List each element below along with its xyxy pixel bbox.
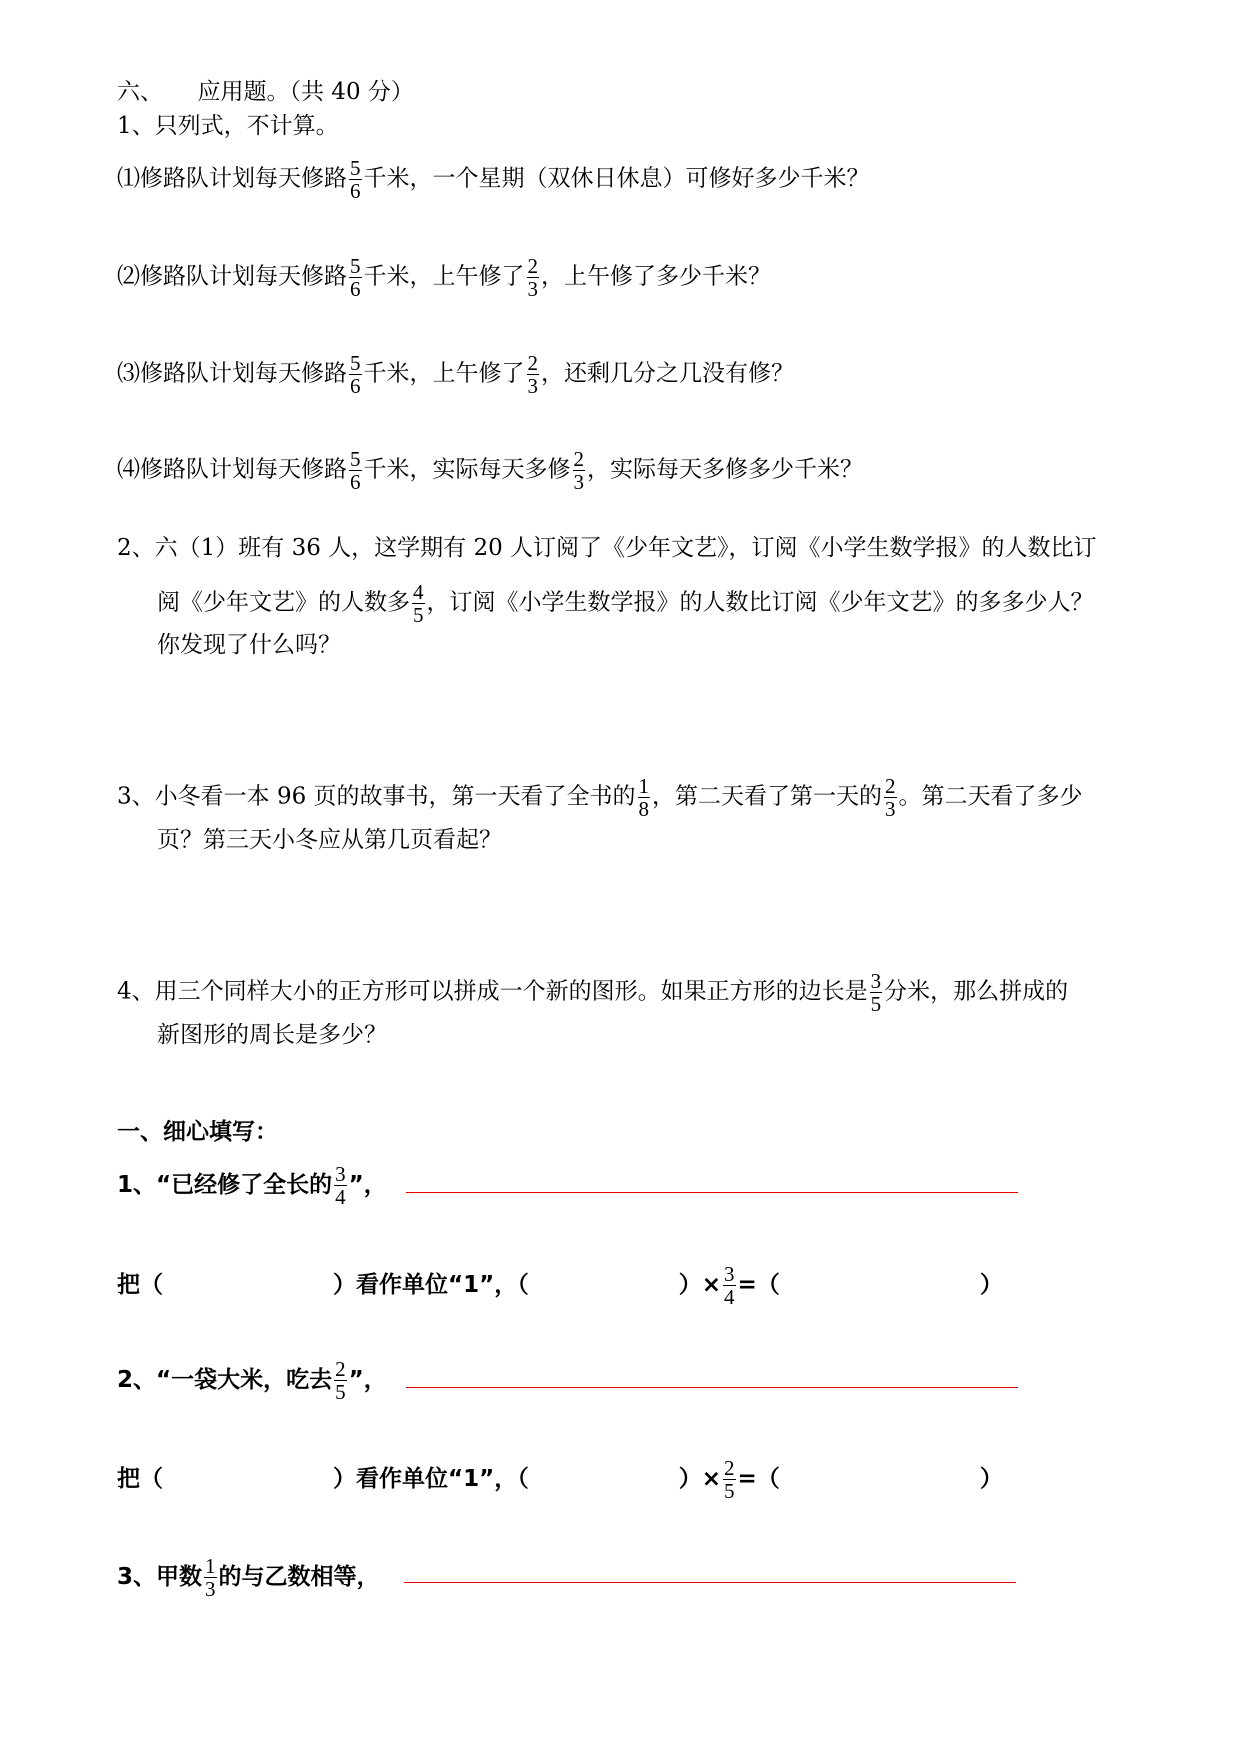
numerator: 2 [885, 774, 896, 798]
q1-item-1 [117, 157, 870, 202]
fraction [573, 448, 586, 493]
numerator: 2 [573, 447, 584, 471]
text: ） [979, 1272, 1003, 1298]
fraction [349, 157, 362, 202]
fraction [527, 255, 540, 300]
q3-line-2: 页？第三天小冬应从第几页看起？ [157, 827, 502, 853]
text: ，第二天看了第一天的 [652, 783, 883, 810]
fraction [349, 255, 362, 300]
q3-line-1 [117, 775, 1083, 820]
numerator: 2 [527, 351, 538, 375]
denominator: 4 [335, 1185, 346, 1209]
text: 把（ [117, 1466, 163, 1492]
text: 的与乙数相等， [218, 1564, 380, 1590]
unit-row-1 [117, 1263, 1003, 1308]
section6-title: 六、 应用题。（共 40 分） [117, 79, 414, 105]
denominator: 5 [724, 1479, 735, 1503]
text: ，实际每天多修多少千米？ [587, 456, 863, 483]
fill-2 [117, 1358, 387, 1403]
q1-intro: 1、只列式，不计算。 [117, 113, 339, 139]
fraction [334, 1163, 347, 1208]
denominator: 3 [205, 1577, 216, 1601]
answer-line-2[interactable] [406, 1387, 1018, 1388]
denominator: 5 [870, 992, 882, 1016]
fraction [723, 1457, 736, 1502]
fill-1 [117, 1163, 387, 1208]
fraction [723, 1263, 736, 1308]
text: 千米，上午修了 [363, 263, 525, 290]
numerator: 2 [724, 1456, 735, 1480]
text: ） [979, 1466, 1003, 1492]
text: ⑶修路队计划每天修路 [117, 360, 347, 387]
text: ”， [348, 1367, 387, 1393]
fraction [204, 1555, 217, 1600]
text: 千米，一个星期（双休日休息）可修好多少千米？ [363, 165, 870, 192]
denominator: 5 [413, 603, 424, 627]
q2-line-2 [157, 581, 1094, 626]
fraction [527, 352, 540, 397]
text: 4、用三个同样大小的正方形可以拼成一个新的图形。如果正方形的边长是 [117, 978, 868, 1005]
numerator: 5 [350, 447, 361, 471]
fraction [884, 775, 897, 820]
denominator: 4 [724, 1285, 735, 1309]
q1-item-2 [117, 255, 771, 300]
q2-line-1: 2、六（1）班有 36 人，这学期有 20 人订阅了《少年文艺》，订阅《小学生数学报》的人数比订 [117, 535, 1097, 561]
q4-line-2: 新图形的周长是多少？ [157, 1022, 387, 1048]
text: =（ [737, 1272, 780, 1298]
text: 千米，实际每天多修 [363, 456, 571, 483]
q1-item-3 [117, 352, 794, 397]
text: ，上午修了多少千米？ [541, 263, 771, 290]
denominator: 6 [350, 179, 361, 203]
numerator: 2 [527, 254, 538, 278]
q1-item-4 [117, 448, 863, 493]
text: 分米，那么拼成的 [884, 978, 1069, 1005]
answer-line-3[interactable] [404, 1582, 1016, 1583]
numerator: 5 [350, 351, 361, 375]
fraction [412, 581, 425, 626]
fraction [870, 970, 883, 1015]
numerator: 3 [870, 969, 882, 993]
numerator: 5 [350, 156, 361, 180]
q2-line-3: 你发现了什么吗？ [157, 632, 341, 658]
fraction [334, 1358, 347, 1403]
text: 1、“已经修了全长的 [117, 1172, 333, 1198]
fraction [349, 448, 362, 493]
text: ”， [348, 1172, 387, 1198]
text: 。第二天看了多少 [898, 783, 1083, 810]
text: =（ [737, 1466, 780, 1492]
numerator: 5 [350, 254, 361, 278]
denominator: 3 [573, 470, 584, 494]
text: ）× [678, 1466, 722, 1492]
numerator: 3 [335, 1162, 346, 1186]
numerator: 1 [205, 1554, 216, 1578]
numerator: 4 [413, 580, 424, 604]
text: ⑴修路队计划每天修路 [117, 165, 347, 192]
text: 千米，上午修了 [363, 360, 525, 387]
section1-title: 一、细心填写： [117, 1119, 278, 1145]
denominator: 6 [350, 277, 361, 301]
numerator: 3 [724, 1262, 735, 1286]
denominator: 5 [335, 1380, 346, 1404]
text: ⑵修路队计划每天修路 [117, 263, 347, 290]
text: ）看作单位“1”，（ [333, 1272, 529, 1298]
text: ，订阅《小学生数学报》的人数比订阅《少年文艺》的多多少人？ [426, 589, 1094, 616]
text: ）看作单位“1”，（ [333, 1466, 529, 1492]
q4-line-1 [117, 970, 1068, 1015]
fraction [638, 775, 651, 820]
denominator: 8 [638, 797, 650, 821]
text: 把（ [117, 1272, 163, 1298]
denominator: 6 [350, 374, 361, 398]
text: 2、“一袋大米，吃去 [117, 1367, 333, 1393]
answer-line-1[interactable] [406, 1192, 1018, 1193]
numerator: 1 [638, 774, 650, 798]
text: 3、甲数 [117, 1564, 203, 1590]
fill-3 [117, 1555, 380, 1600]
text: ）× [678, 1272, 722, 1298]
fraction [349, 352, 362, 397]
unit-row-2 [117, 1457, 1003, 1502]
denominator: 3 [527, 374, 538, 398]
denominator: 3 [885, 797, 896, 821]
text: ⑷修路队计划每天修路 [117, 456, 347, 483]
text: 阅《少年文艺》的人数多 [157, 589, 410, 616]
denominator: 6 [350, 470, 361, 494]
denominator: 3 [527, 277, 538, 301]
numerator: 2 [335, 1357, 346, 1381]
text: 3、小冬看一本 96 页的故事书，第一天看了全书的 [117, 783, 636, 810]
text: ，还剩几分之几没有修？ [541, 360, 794, 387]
